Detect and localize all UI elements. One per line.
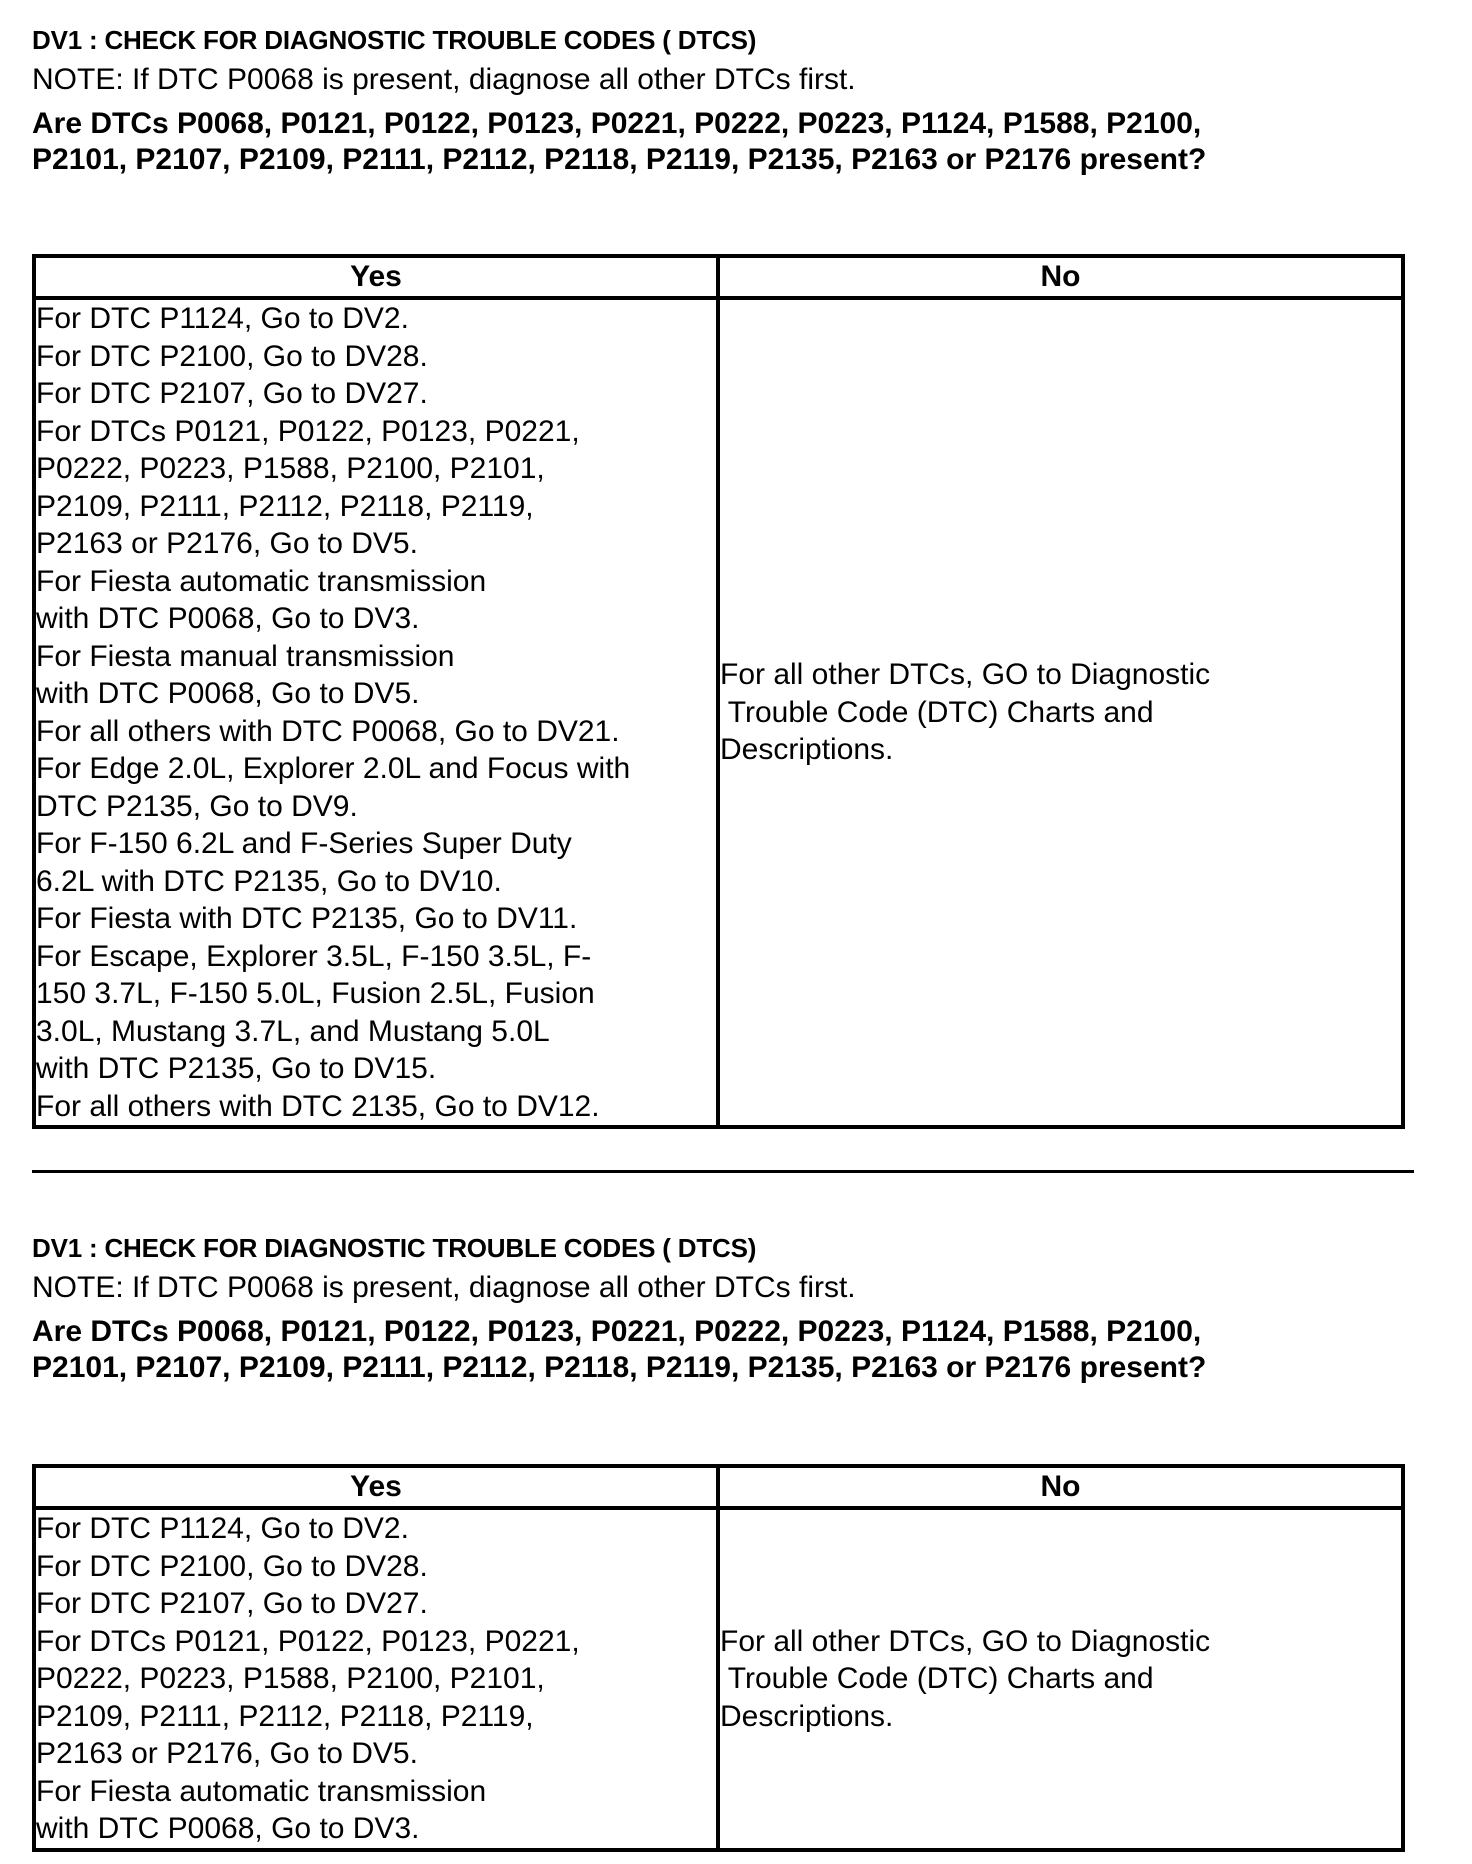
dv1-section-1 [32, 24, 1412, 1123]
question-line: Are DTCs P0068, P0121, P0122, P0123, P0221, P0222, P0223, P1124, P1588, P2100, [32, 1315, 1202, 1348]
yes-line: For F-150 6.2L and F-Series Super Duty [36, 827, 572, 860]
yes-line: 3.0L, Mustang 3.7L, and Mustang 5.0L [36, 1014, 550, 1048]
yes-header: Yes [34, 1466, 718, 1508]
yes-line: with DTC P0068, Go to DV3. [36, 602, 420, 635]
yes-line: For DTC P2107, Go to DV27. [36, 1587, 428, 1620]
yes-line: For Fiesta manual transmission [36, 639, 455, 673]
yes-line: P2163 or P2176, Go to DV5. [36, 527, 418, 560]
yes-line: with DTC P0068, Go to DV5. [36, 677, 420, 710]
yes-line: For Escape, Explorer 3.5L, F-150 3.5L, F- [36, 939, 592, 973]
question-line: Are DTCs P0068, P0121, P0122, P0123, P0221, P0222, P0223, P1124, P1588, P2100, [32, 107, 1202, 140]
no-line: Trouble Code (DTC) Charts and [720, 695, 1154, 729]
question-line: P2101, P2107, P2109, P2111, P2112, P2118, P2119, P2135, P2163 or P2176 present? [32, 1351, 1207, 1384]
yes-line: For all others with DTC 2135, Go to DV12. [36, 1089, 600, 1123]
yes-line: P0222, P0223, P1588, P2100, P2101, [36, 452, 545, 485]
no-cell [718, 298, 1403, 1127]
yes-line: with DTC P0068, Go to DV3. [36, 1812, 420, 1845]
yes-line: For DTCs P0121, P0122, P0123, P0221, [36, 1624, 580, 1658]
no-line: Descriptions. [720, 1699, 894, 1733]
no-line: For all other DTCs, GO to Diagnostic [720, 1624, 1211, 1658]
yes-line: P2109, P2111, P2112, P2118, P2119, [36, 1699, 534, 1733]
yes-line: P2109, P2111, P2112, P2118, P2119, [36, 489, 534, 523]
yes-line: 6.2L with DTC P2135, Go to DV10. [36, 864, 502, 898]
no-line: For all other DTCs, GO to Diagnostic [720, 658, 1211, 692]
yes-line: For Fiesta automatic transmission [36, 564, 487, 598]
no-header: No [718, 1466, 1403, 1508]
yes-line: P0222, P0223, P1588, P2100, P2101, [36, 1662, 545, 1695]
yes-line: with DTC P2135, Go to DV15. [36, 1052, 437, 1085]
yes-header: Yes [34, 256, 718, 298]
yes-line: For DTC P2107, Go to DV27. [36, 377, 428, 410]
yes-line: P2163 or P2176, Go to DV5. [36, 1737, 418, 1770]
section-heading: DV1 : CHECK FOR DIAGNOSTIC TROUBLE CODES ( DTCS) [32, 1233, 757, 1263]
yes-line: DTC P2135, Go to DV9. [36, 789, 358, 823]
no-line: Trouble Code (DTC) Charts and [720, 1662, 1154, 1695]
section-question [32, 1314, 1412, 1386]
yes-line: For DTCs P0121, P0122, P0123, P0221, [36, 414, 580, 448]
yes-cell [34, 1508, 718, 1850]
yes-line: For DTC P2100, Go to DV28. [36, 339, 428, 373]
section-divider [32, 1170, 1414, 1173]
section-question [32, 106, 1412, 178]
no-cell [718, 1508, 1403, 1850]
yes-line: For Fiesta with DTC P2135, Go to DV11. [36, 902, 578, 935]
yes-line: 150 3.7L, F-150 5.0L, Fusion 2.5L, Fusion [36, 977, 595, 1010]
yes-line: For DTC P1124, Go to DV2. [36, 302, 409, 335]
yes-no-table [32, 1464, 1405, 1852]
no-header: No [718, 256, 1403, 298]
yes-line: For Edge 2.0L, Explorer 2.0L and Focus with [36, 752, 631, 785]
dv1-section-2 [32, 1232, 1412, 1845]
yes-line: For DTC P1124, Go to DV2. [36, 1512, 409, 1545]
yes-no-table [32, 254, 1405, 1129]
section-heading: DV1 : CHECK FOR DIAGNOSTIC TROUBLE CODES ( DTCS) [32, 25, 757, 55]
section-note: NOTE: If DTC P0068 is present, diagnose all other DTCs first. [32, 63, 856, 96]
yes-line: For Fiesta automatic transmission [36, 1774, 487, 1808]
no-line: Descriptions. [720, 733, 894, 767]
yes-line: For DTC P2100, Go to DV28. [36, 1549, 428, 1583]
yes-cell [34, 298, 718, 1127]
question-line: P2101, P2107, P2109, P2111, P2112, P2118, P2119, P2135, P2163 or P2176 present? [32, 143, 1207, 176]
section-note: NOTE: If DTC P0068 is present, diagnose all other DTCs first. [32, 1271, 856, 1304]
yes-line: For all others with DTC P0068, Go to DV21. [36, 714, 620, 748]
